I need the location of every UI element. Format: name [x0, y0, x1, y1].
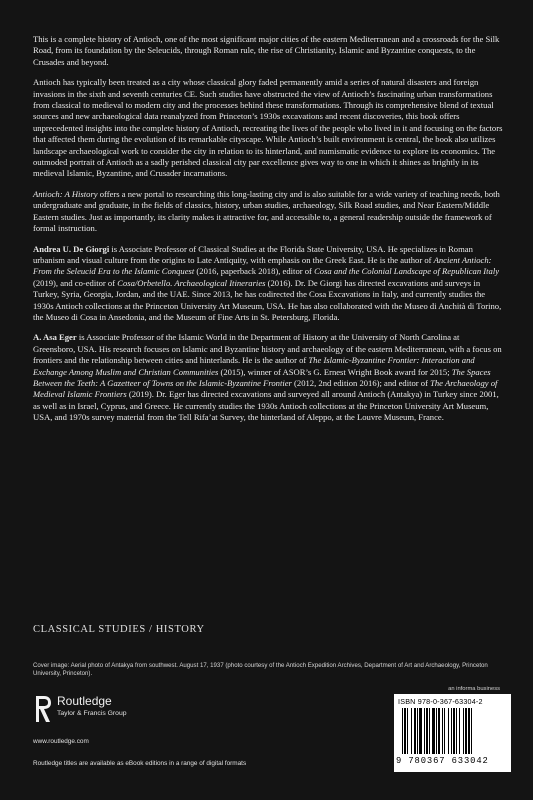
summary-paragraph-1: This is a complete history of Antioch, one of the most significant major cities of the eastern Mediterranean and a crossroads for the Silk Road, from its foundation by the Seleucids, through Roman rule, the rise of Christianity, Islamic and Byzantine conquests, to the Crusades and beyond. [33, 34, 500, 67]
ebook-note: Routledge titles are available as eBook editions in a range of digital formats [33, 760, 247, 767]
barcode-bar [456, 708, 457, 754]
barcode-bar [426, 708, 428, 754]
barcode-bar [411, 708, 412, 754]
author-name-de-giorgi: Andrea U. De Giorgi [33, 243, 110, 254]
author-bio-de-giorgi: Andrea U. De Giorgi is Associate Professor of Classical Studies at the Florida State University, USA. He specializes in Roman urbanism and visual culture from the origins to Late Antiquity, with emphasis on the Greek East. He is the author of Ancient Antioch: From the Seleucid Era to the Islamic Conquest (2016, paperback 2018), editor of Cosa and the Colonial Landscape of Republican Italy (2019), and co-editor of Cosa/Orbetello. Archaeological Itineraries (2016). Dr. De Giorgi has directed excavations and surveys in Turkey, Syria, Georgia, Jordan, and the UAE. Since 2013, he has codirected the Cosa Excavations in Italy, and currently studies the 1930s Antioch collections at the Princeton University Art Museum, USA. He has also collaborated with the Museo di Anchità di Torino, the Museo di Cosa in Ansedonia, and the Museum of Fine Arts in St. Petersburg, Florida. [33, 243, 502, 322]
publisher-url[interactable]: www.routledge.com [33, 738, 89, 745]
cover-image-credit: Cover image: Aerial photo of Antakya from southwest. August 17, 1937 (photo courtesy of the Antioch Expedition Archives, Department of Art and Archaeology, Princeton University, Princeton). [33, 662, 488, 678]
routledge-logo [33, 694, 153, 734]
barcode-digits: 9 780367 633042 [396, 756, 489, 766]
barcode-bar [463, 708, 464, 754]
summary-paragraph-2: Antioch has typically been treated as a city whose classical glory faded permanently amid a series of natural disasters and foreign invasions in the sixth and seventh centuries CE. Such studies have obstructed the view of Antioch’s fascinating urban transformations from classical to medieval to modern city and the processes behind these transformations. Through its comprehensive blend of textual sources and new archaeological data reanalyzed from Princeton’s 1930s excavations and recent discoveries, this book offers unprecedented insights into the complete history of Antioch, recreating the lives of the people who lived in it and focusing on the factors that affected them during the evolution of its remarkable cityscape. While Antioch’s built environment is central, the book also utilizes landscape archaeological work to consider the city in relation to its hinterland, and numismatic evidence to explore its economics. The outmoded portrait of Antioch as a sadly perished classical city par excellence gives way to one in which it shines as brightly in its medieval Islamic, Byzantine, and Crusader incarnations. [33, 77, 503, 179]
barcode-bar [417, 708, 418, 754]
book-title: Antioch: A History [33, 188, 98, 199]
barcode-bar [453, 708, 455, 754]
barcode-bar [407, 708, 408, 754]
barcode-bar [419, 708, 422, 754]
author-bio-eger: A. Asa Eger is Associate Professor of the Islamic World in the Department of History at the University of North Carolina at Greensboro, USA. His research focuses on Islamic and Byzantine history and archaeology of the eastern Mediterranean, with a focus on frontiers and the relationship between cities and hinterlands. He is the author of The Islamic-Byzantine Frontier: Interaction and Exchange Among Muslim and Christian Communities (2015), winner of ASOR’s G. Ernest Wright Book award for 2015; The Spaces Between the Teeth: A Gazetteer of Towns on the Islamic-Byzantine Frontier (2012, 2nd edition 2016); and editor of The Archaeology of Medieval Islamic Frontiers (2019). Dr. Eger has directed excavations and surveyed all around Antioch (Antakya) in Turkey since 2001, as well as in Israel, Cyprus, and Greece. He currently studies the 1930s Antioch collections at the Princeton University Art Museum, USA, and 1970s survey material from the Tell Rifa’at Survey, the hinterland of Aleppo, at the Louvre Museum, France. [33, 332, 502, 423]
isbn-label: ISBN 978-0-367-63304-2 [398, 697, 483, 706]
barcode-bar [459, 708, 460, 754]
informa-business-label: an informa business [448, 686, 500, 692]
barcode-bar [432, 708, 435, 754]
barcode-bar [414, 708, 416, 754]
publisher-group: Taylor & Francis Group [57, 710, 127, 717]
publisher-name: Routledge [57, 694, 112, 708]
barcode-bar [465, 708, 467, 754]
back-cover-text [33, 34, 503, 433]
barcode-bar [404, 708, 406, 754]
barcode-bar [402, 708, 403, 754]
barcode-bar [448, 708, 449, 754]
barcode-bar [468, 708, 470, 754]
barcode-bar [444, 708, 445, 754]
barcode-bar [424, 708, 425, 754]
author-name-eger: A. Asa Eger [33, 332, 77, 343]
barcode-bar [471, 708, 472, 754]
routledge-r-icon [33, 694, 53, 724]
barcode-bar [436, 708, 437, 754]
barcode-bars [402, 708, 503, 756]
barcode-bar [451, 708, 452, 754]
summary-paragraph-3: Antioch: A History offers a new portal to researching this long-lasting city and is also suitable for a wide variety of teaching needs, both undergraduate and graduate, in the fields of classics, history, urban studies, archaeology, Silk Road studies, and Near Eastern/Middle Eastern studies. Just as importantly, its clarity makes it attractive for, and accessible to, a general readership outside the framework of formal instruction. [33, 188, 500, 234]
barcode-bar [438, 708, 440, 754]
barcode-bar [442, 708, 443, 754]
subject-category: CLASSICAL STUDIES / HISTORY [33, 624, 205, 635]
barcode-bar [429, 708, 430, 754]
isbn-barcode [394, 694, 511, 772]
